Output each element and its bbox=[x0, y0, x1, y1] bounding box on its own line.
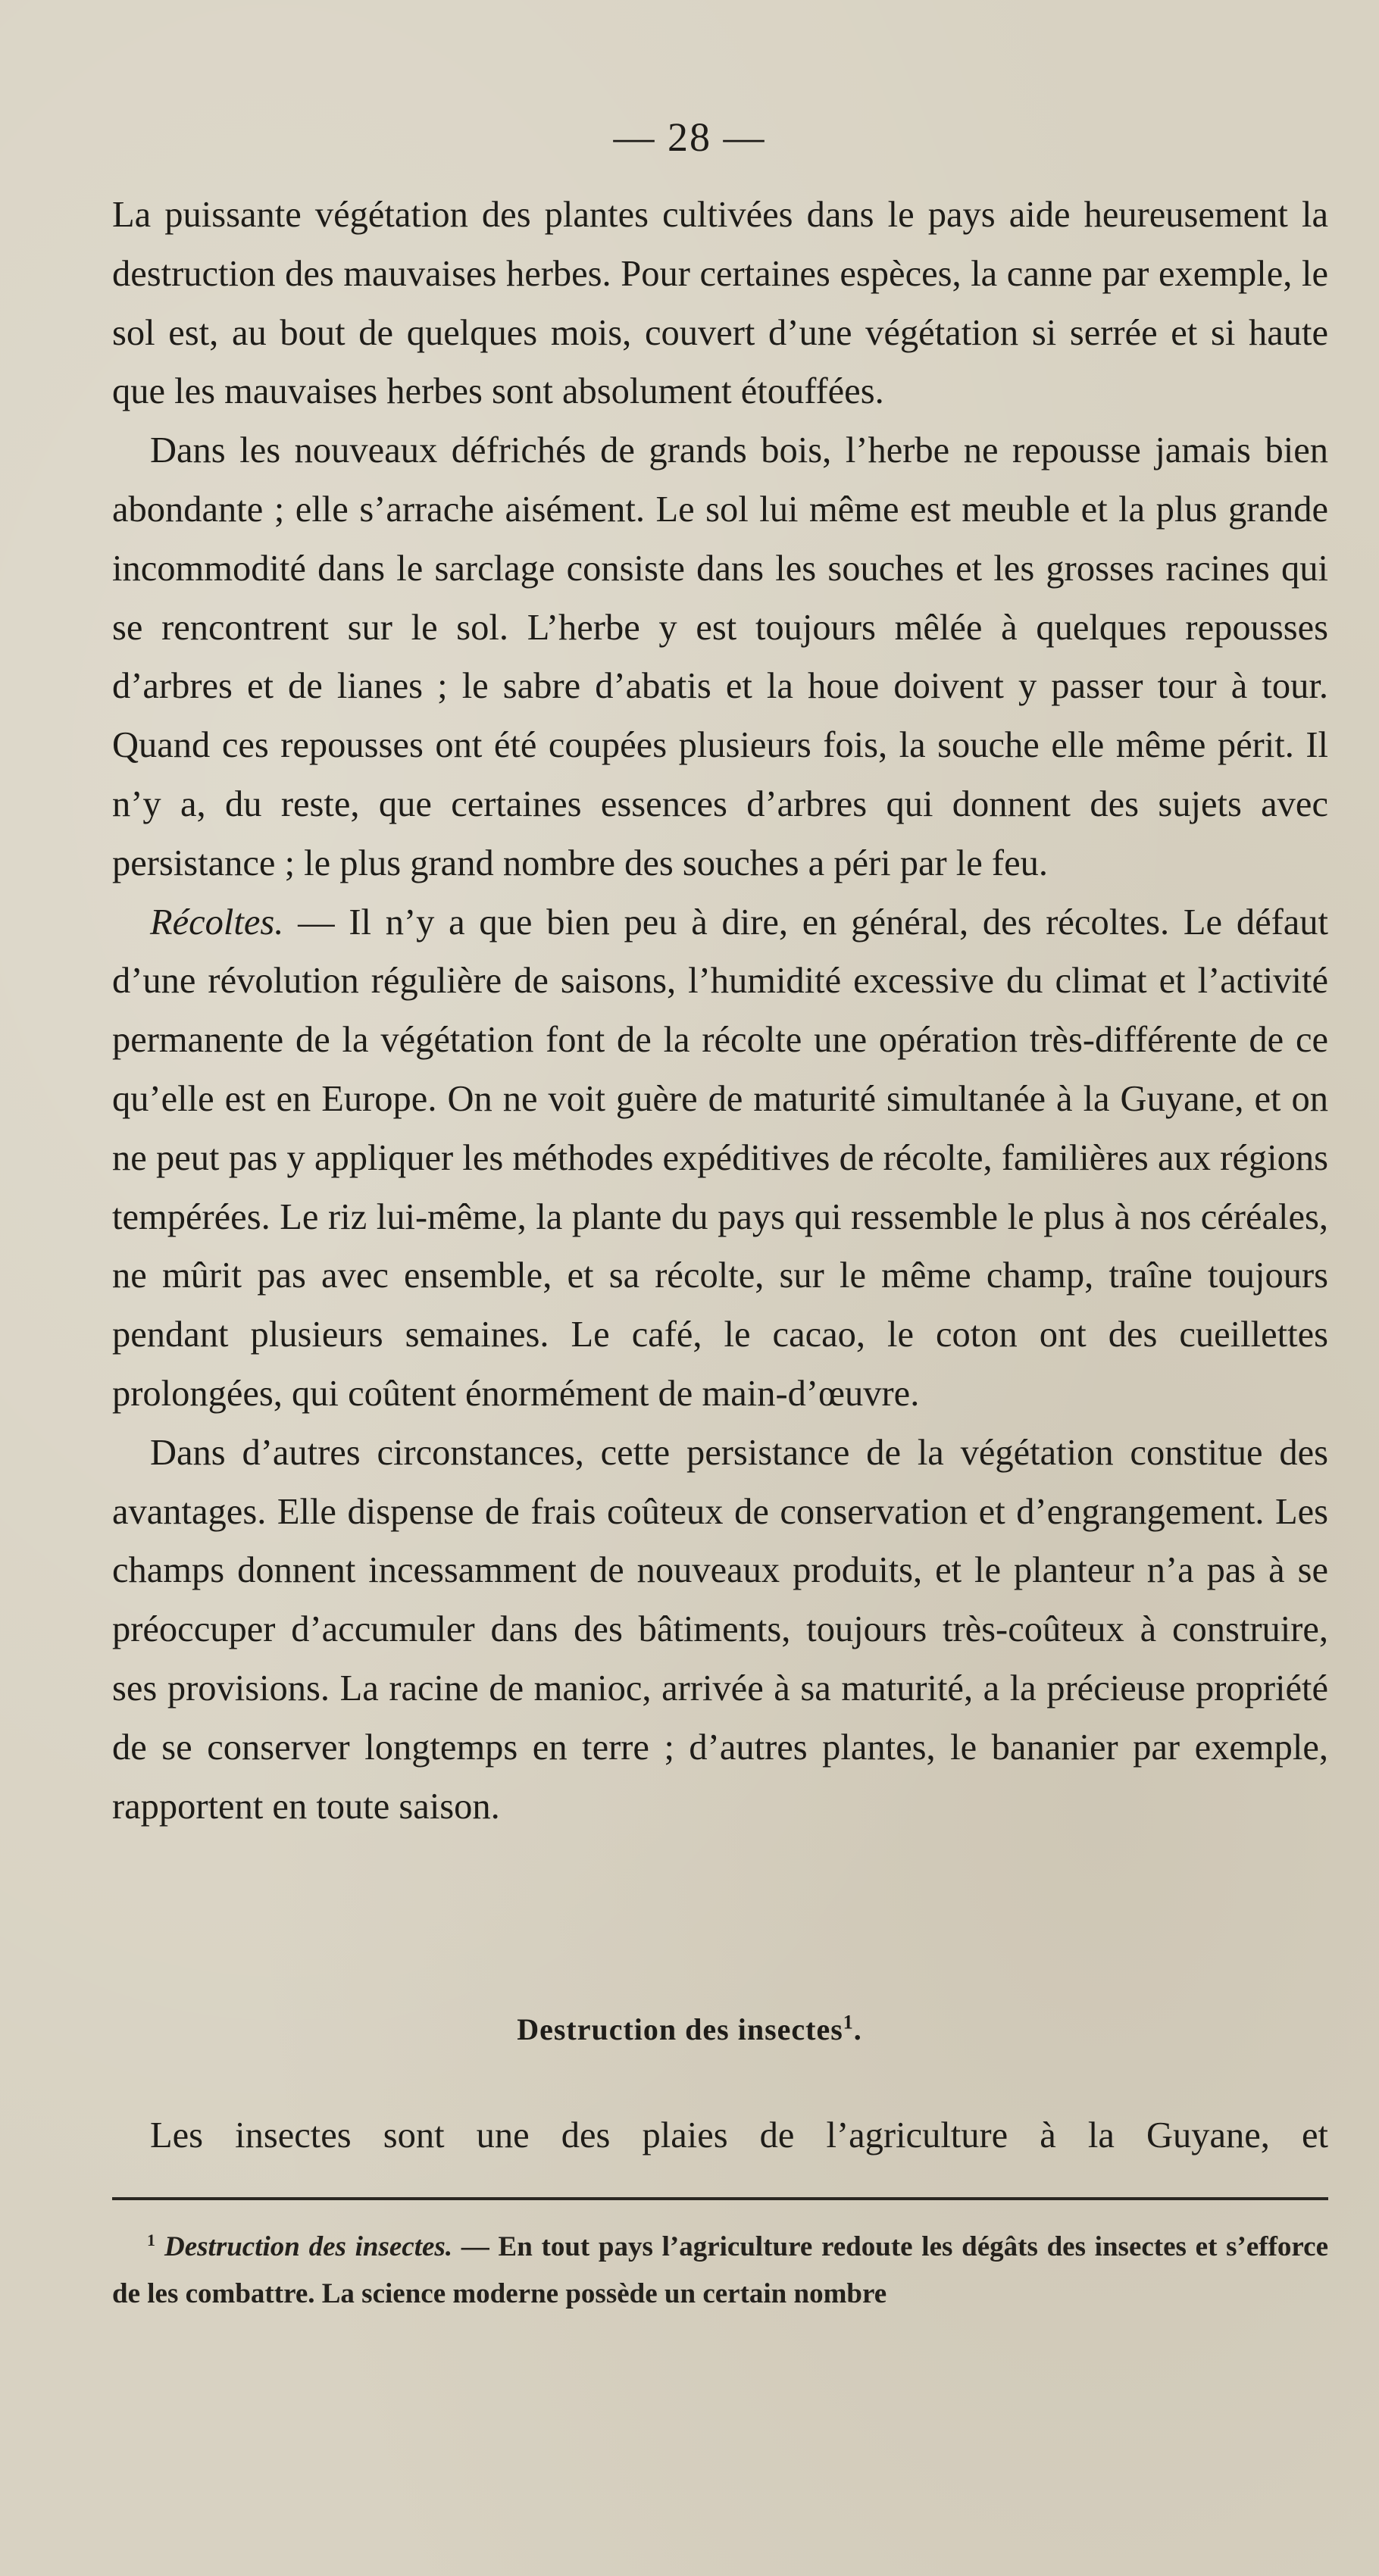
section-heading: Destruction des insectes$^1$. bbox=[517, 2011, 862, 2046]
paragraph-harvests-text: — Il n’y a que bien peu à dire, en général, des récoltes. Le défaut d’une révolution régulière de saisons, l’humidité excessive du climat et l’activité permanente de la végétation font de la récolte une opération très-différente de ce qu’elle est en Europe. On ne voit guère de maturité simultanée à la Guyane, et on ne peut pas y appliquer les méthodes expéditives de récolte, familières aux régions tempérées. Le riz lui-même, la plante du pays qui ressemble le plus à nos céréales, ne mûrit pas avec ensemble, et sa récolte, sur le même champ, traîne toujours pendant plusieurs semaines. Le café, le cacao, le coton ont des cueillettes prolongées, qui coûtent énormément de main-d’œuvre. bbox=[112, 902, 1328, 1414]
section-heading-text: Destruction des insectes bbox=[517, 2012, 843, 2046]
paragraph-harvests bbox=[112, 893, 1328, 1424]
paragraph-new-clearings: Dans les nouveaux défrichés de grands bois, l’herbe ne repousse jamais bien abondante ; elle s’arrache aisément. Le sol lui même est meuble et la plus grande incommodité dans le sarclage consiste dans les souches et les grosses racines qui se rencontrent sur le sol. L’herbe y est toujours mêlée à quelques repousses d’arbres et de lianes ; le sabre d’abatis et la houe doivent y passer tour à tour. Quand ces repousses ont été coupées plusieurs fois, la souche elle même périt. Il n’y a, du reste, que certaines essences d’arbres qui donnent des sujets avec persistance ; le plus grand nombre des souches a péri par le feu. bbox=[112, 430, 1328, 883]
run-in-heading-recoltes: Récoltes. bbox=[150, 902, 284, 943]
section-heading-footnote-marker[interactable]: 1 bbox=[843, 2011, 854, 2034]
footnote bbox=[112, 2224, 1328, 2318]
paragraph-weeding-vegetation: La puissante végétation des plantes cultivées dans le pays aide heureusement la destruction des mauvaises herbes. Pour certaines espèces, la canne par exemple, le sol est, au bout de quelques mois, couvert d’une végétation si serrée et si haute que les mauvaises herbes sont absolument étouffées. bbox=[112, 195, 1328, 412]
footnote-rule bbox=[112, 2197, 1328, 2200]
body-text bbox=[112, 186, 1328, 1836]
section-first-line: Les insectes sont une des plaies de l’agriculture à la Guyane, et bbox=[150, 2115, 1328, 2156]
footnote-title: Destruction des insectes. bbox=[164, 2231, 453, 2262]
footnote-text: — En tout pays l’agriculture redoute les dégâts des insectes et s’efforce de les combattre. La science moderne possède un certain nombre bbox=[112, 2231, 1328, 2309]
paragraph-persistence-advantages: Dans d’autres circonstances, cette persistance de la végétation constitue des avantages. Elle dispense de frais coûteux de conservation et d’engrangement. Les champs donnent incessamment de nouveaux produits, et le planteur n’a pas à se préoccuper d’accumuler dans des bâtiments, toujours très-coûteux à construire, ses provisions. La racine de manioc, arrivée à sa maturité, a la précieuse propriété de se conserver longtemps en terre ; d’autres plantes, le bananier par exemple, rapportent en toute saison. bbox=[112, 1432, 1328, 1827]
footnote-marker: 1 bbox=[147, 2230, 155, 2249]
page-number: — 28 — bbox=[613, 114, 766, 160]
